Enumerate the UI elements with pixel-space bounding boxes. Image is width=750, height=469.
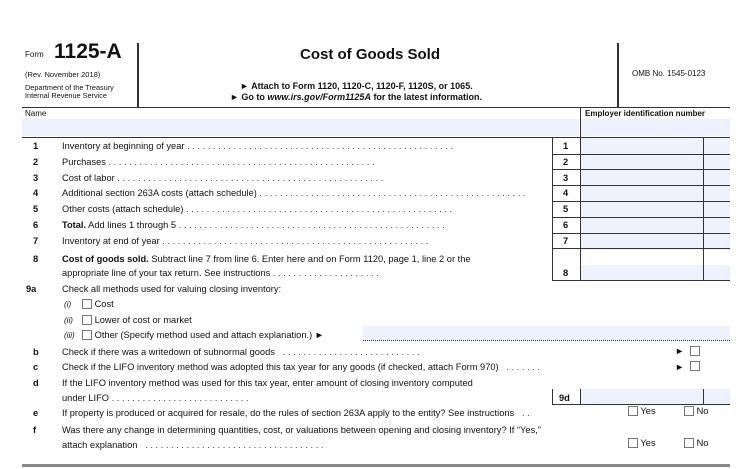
line-1-text: Inventory at beginning of year . . . . . . . . . . . . . . . . . . . . . . . . . . . . . . . . . . . . . . . . . . . . . . . . . . . . (62, 141, 454, 151)
name-input[interactable] (22, 119, 579, 136)
line-7-text: Inventory at end of year . . . . . . . . . . . . . . . . . . . . . . . . . . . . . . . . . . . . . . . . . . . . . . . . . . . . (62, 235, 429, 246)
arrow-icon: ► (675, 346, 685, 356)
option-cost[interactable]: (i) Cost (64, 299, 114, 309)
line-4-number: 4 (33, 188, 39, 199)
line-4-text: Additional section 263A costs (attach schedule) . . . . . . . . . . . . . . . . . . . . . . . . . . . . . . . . . . . . . . . . . . . . . . . . . . . . (62, 188, 526, 199)
line-2-number: 2 (33, 156, 39, 167)
line-1-number: 1 (33, 141, 39, 151)
line-6-amount[interactable] (581, 217, 703, 232)
line-9f-text-cont: attach explanation . . . . . . . . . . . . . . . . . . . . . . . . . . . . . . . . . . . (62, 440, 324, 450)
line-9e-number: e (33, 408, 39, 418)
line-9c-number: c (33, 362, 39, 372)
option-other[interactable]: (iii) Other (Specify method used and attach explanation.) ► (64, 330, 324, 340)
revision: (Rev. November 2018) (25, 70, 101, 79)
line-8-number: 8 (33, 254, 39, 264)
attach-instruction: ► Attach to Form 1120, 1120-C, 1120-F, 1120S, or 1065. (240, 81, 473, 91)
line-8-amount[interactable] (581, 265, 703, 280)
change-yes[interactable]: Yes (628, 438, 656, 448)
line-9a-text: Check all methods used for valuing closing inventory: (62, 284, 282, 294)
line-3-text: Cost of labor . . . . . . . . . . . . . . . . . . . . . . . . . . . . . . . . . . . . . . . . . . . . . . . . . . . . (62, 172, 384, 183)
line-5-amount[interactable] (581, 201, 703, 216)
other-checkbox[interactable] (82, 330, 92, 340)
263a-no[interactable]: No (684, 406, 708, 416)
line-6-box-label: 6 (563, 220, 569, 230)
line-9a-number: 9a (26, 284, 37, 294)
irs-link[interactable]: www.irs.gov/Form1125A (267, 92, 371, 102)
omb-number: OMB No. 1545-0123 (632, 69, 706, 78)
lifo-adopted-checkbox[interactable] (690, 361, 700, 371)
line-9c-text: Check if the LIFO inventory method was adopted this tax year for any goods (if checked, attach Form 970) . . . . . . . (62, 362, 540, 372)
line-7-number: 7 (33, 235, 39, 246)
form-number: 1125-A (54, 40, 122, 63)
line-9d-box-label: 9d (559, 393, 570, 403)
other-method-input[interactable] (363, 326, 730, 341)
arrow-icon: ► (675, 362, 685, 372)
change-no[interactable]: No (684, 438, 708, 448)
lower-cost-checkbox[interactable] (82, 315, 92, 325)
line-1-box-label: 1 (563, 141, 569, 151)
line-4-box-label: 4 (563, 188, 569, 199)
line-5-box-label: 5 (563, 204, 569, 215)
name-label: Name (25, 109, 47, 118)
line-7-box-label: 7 (563, 235, 569, 246)
line-8-box-label: 8 (563, 268, 569, 278)
ein-label: Employer identification number (585, 109, 706, 118)
yes-checkbox[interactable] (628, 406, 638, 416)
form-title: Cost of Goods Sold (300, 46, 440, 63)
line-9e-text: If property is produced or acquired for resale, do the rules of section 263A apply to the entity? See instructions . . (62, 408, 530, 418)
line-9d-text-cont: under LIFO . . . . . . . . . . . . . . . . . . . . . . . . . . . (62, 393, 249, 403)
line-6-text: Total. Add lines 1 through 5 . . . . . . . . . . . . . . . . . . . . . . . . . . . . . . . . . . . . . . . . . . . . . . . . . . . . (62, 220, 445, 230)
line-2-text: Purchases . . . . . . . . . . . . . . . . . . . . . . . . . . . . . . . . . . . . . . . . . . . . . . . . . . . . (62, 156, 375, 167)
yes-checkbox[interactable] (628, 438, 638, 448)
line-8-text-cont: appropriate line of your tax return. See instructions . . . . . . . . . . . . . . . . . . . . . (62, 268, 379, 278)
service: Internal Revenue Service (25, 91, 107, 100)
line-2-box-label: 2 (563, 156, 569, 167)
line-3-number: 3 (33, 172, 39, 183)
line-9f-text: Was there any change in determining quantities, cost, or valuations between opening and closing inventory? If “Yes,” (62, 425, 541, 435)
line-9b-text: Check if there was a writedown of subnormal goods . . . . . . . . . . . . . . . . . . . . . . . . . . . (62, 347, 420, 357)
option-lower-cost[interactable]: (ii) Lower of cost or market (64, 315, 192, 325)
ein-input[interactable] (581, 119, 730, 136)
no-checkbox[interactable] (684, 406, 694, 416)
263a-yes[interactable]: Yes (628, 406, 656, 416)
line-3-amount[interactable] (581, 170, 703, 185)
department: Department of the Treasury (25, 83, 114, 92)
line-9f-number: f (33, 425, 37, 435)
cost-checkbox[interactable] (82, 299, 92, 309)
line-4-amount[interactable] (581, 185, 703, 200)
line-9d-number: d (33, 378, 39, 388)
line-1-amount[interactable] (581, 138, 703, 153)
goto-instruction: ► Go to www.irs.gov/Form1125A for the latest information. (230, 92, 482, 102)
line-7-amount[interactable] (581, 233, 703, 248)
line-2-amount[interactable] (581, 154, 703, 169)
line-9d-text: If the LIFO inventory method was used for this tax year, enter amount of closing inventory computed (62, 378, 473, 388)
line-9b-number: b (33, 347, 39, 357)
line-6-number: 6 (33, 220, 39, 230)
line-8-text: Cost of goods sold. Subtract line 7 from line 6. Enter here and on Form 1120, page 1, line 2 or the (62, 254, 471, 264)
line-5-number: 5 (33, 204, 39, 215)
line-9d-amount[interactable] (581, 389, 703, 404)
line-5-text: Other costs (attach schedule) . . . . . . . . . . . . . . . . . . . . . . . . . . . . . . . . . . . . . . . . . . . . . . . . . . . . (62, 204, 453, 215)
line-3-box-label: 3 (563, 172, 569, 183)
form-word: Form (25, 50, 44, 59)
writedown-checkbox[interactable] (690, 346, 700, 356)
no-checkbox[interactable] (684, 438, 694, 448)
